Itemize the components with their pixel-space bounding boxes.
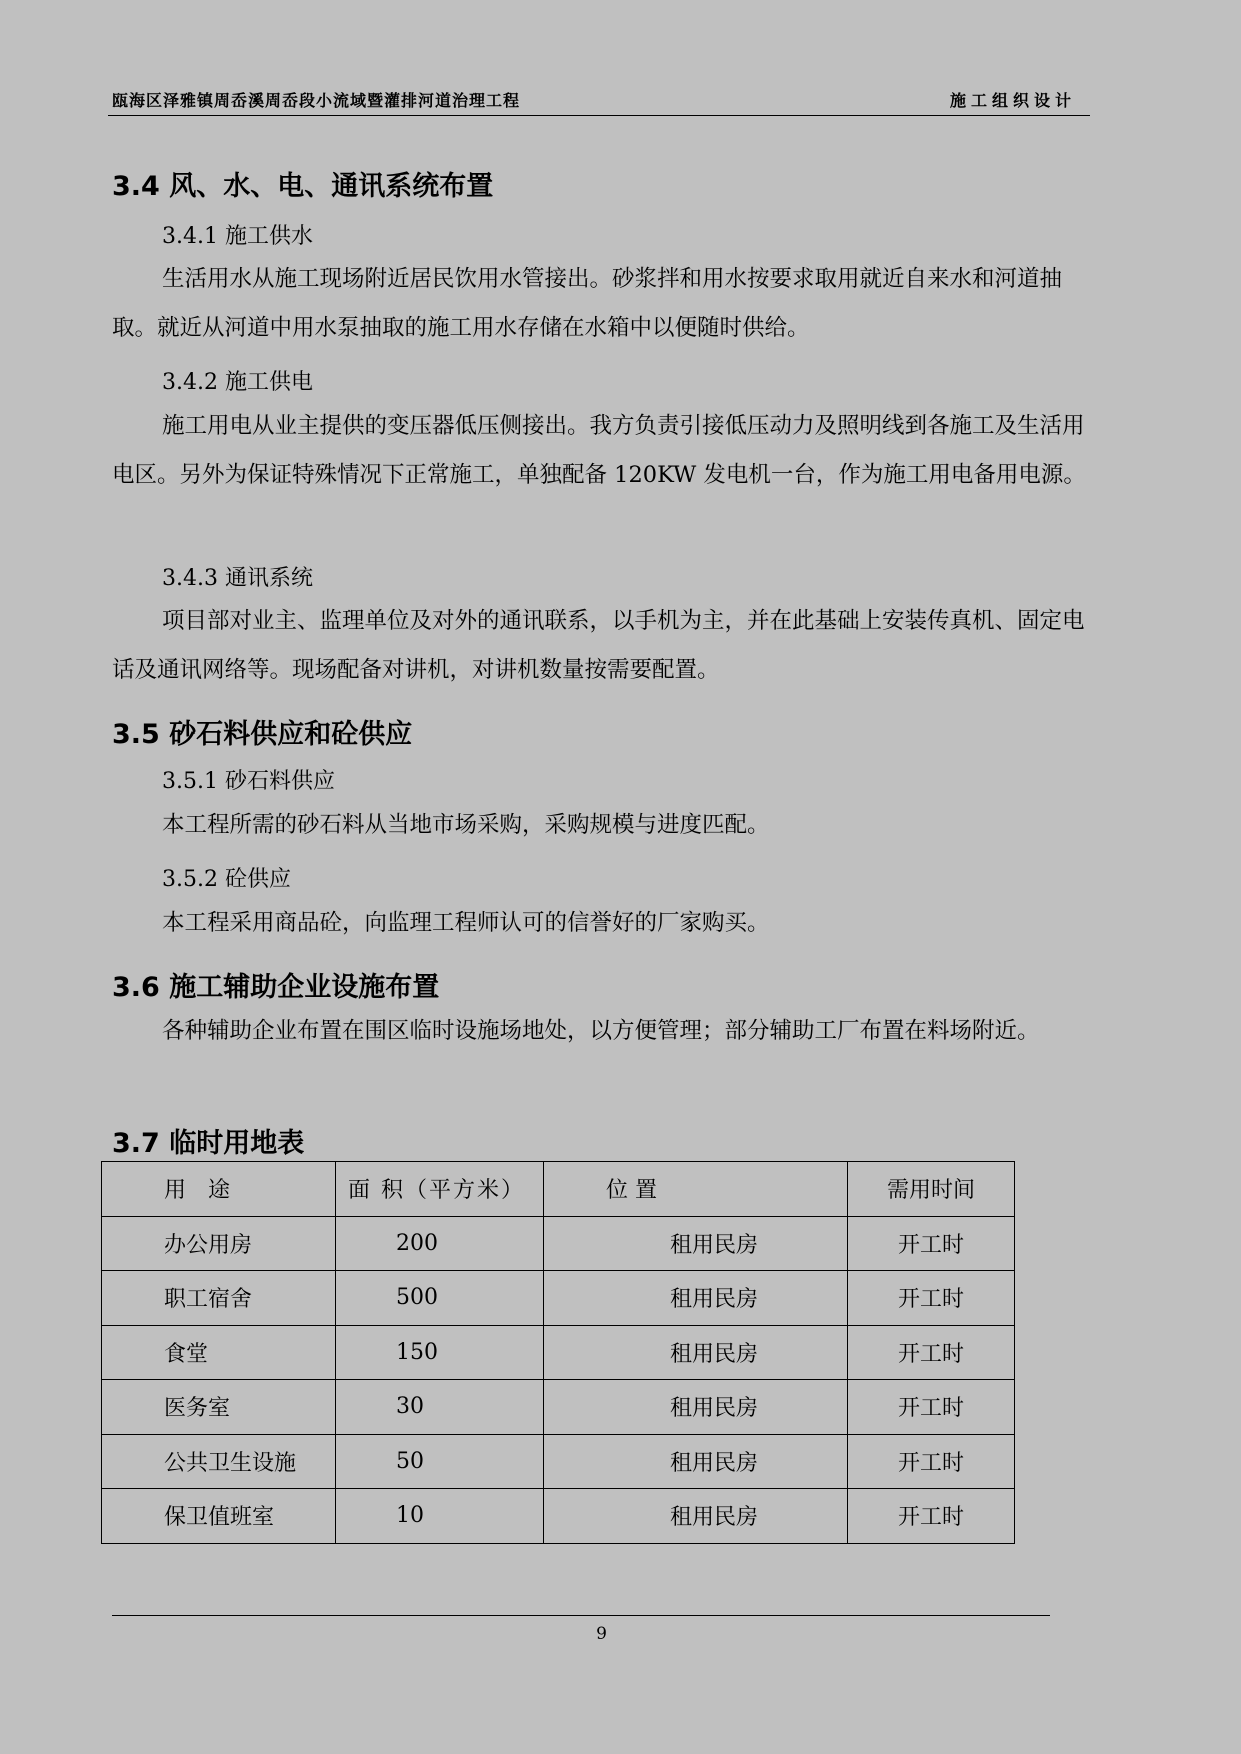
table-cell: 租用民房 (544, 1380, 848, 1435)
table-cell: 医务室 (102, 1380, 336, 1435)
subsection-3-4-3-heading: 3.4.3 通讯系统 (162, 566, 313, 591)
table-row (102, 1380, 1015, 1435)
section-3-4-heading: 3.4 风、水、电、通讯系统布置 (112, 171, 494, 202)
page-number: 9 (596, 1624, 607, 1644)
table-cell: 租用民房 (544, 1216, 848, 1271)
table-cell: 200 (336, 1216, 544, 1271)
table-cell: 500 (336, 1271, 544, 1326)
table-cell: 租用民房 (544, 1271, 848, 1326)
table-header-cell: 用 途 (102, 1162, 336, 1217)
table-header-cell: 需用时间 (848, 1162, 1015, 1217)
table-cell: 开工时 (848, 1216, 1015, 1271)
section-3-7-heading: 3.7 临时用地表 (112, 1128, 305, 1159)
table-cell: 租用民房 (544, 1489, 848, 1544)
paragraph-water-supply: 生活用水从施工现场附近居民饮用水管接出。砂浆拌和用水按要求取用就近自来水和河道抽取。就近从河道中用水泵抽取的施工用水存储在水箱中以便随时供给。 (112, 266, 1063, 341)
header-project-title: 瓯海区泽雅镇周岙溪周岙段小流域暨灌排河道治理工程 (112, 91, 521, 110)
table-row (102, 1325, 1015, 1380)
header-doc-type: 施工组织设计 (949, 91, 1076, 110)
table-header-row (102, 1162, 1015, 1217)
subsection-3-4-1-heading: 3.4.1 施工供水 (162, 224, 313, 249)
table-cell: 30 (336, 1380, 544, 1435)
table-cell: 开工时 (848, 1380, 1015, 1435)
subsection-3-4-2-heading: 3.4.2 施工供电 (162, 370, 313, 395)
footer-rule (112, 1615, 1050, 1616)
section-3-5-heading: 3.5 砂石料供应和砼供应 (112, 719, 413, 750)
table-cell: 职工宿舍 (102, 1271, 336, 1326)
paragraph-concrete-supply: 本工程采用商品砼，向监理工程师认可的信誉好的厂家购买。 (162, 910, 770, 936)
table-cell: 公共卫生设施 (102, 1434, 336, 1489)
table-cell: 开工时 (848, 1489, 1015, 1544)
paragraph-communication: 项目部对业主、监理单位及对外的通讯联系，以手机为主，并在此基础上安装传真机、固定电话及通讯网络等。现场配备对讲机，对讲机数量按需要配置。 (112, 608, 1085, 683)
paragraph-power-supply: 施工用电从业主提供的变压器低压侧接出。我方负责引接低压动力及照明线到各施工及生活用电区。另外为保证特殊情况下正常施工，单独配备 120KW 发电机一台，作为施工用电备用电源。 (112, 413, 1086, 488)
table-row (102, 1216, 1015, 1271)
table-cell: 开工时 (848, 1271, 1015, 1326)
table-cell: 保卫值班室 (102, 1489, 336, 1544)
table-header-cell: 面 积（平方米） (336, 1162, 544, 1217)
table-cell: 50 (336, 1434, 544, 1489)
table-row (102, 1271, 1015, 1326)
subsection-3-5-2-heading: 3.5.2 砼供应 (162, 867, 291, 892)
table-row (102, 1434, 1015, 1489)
table-cell: 开工时 (848, 1325, 1015, 1380)
table-header-cell: 位 置 (544, 1162, 848, 1217)
section-3-6-heading: 3.6 施工辅助企业设施布置 (112, 972, 440, 1003)
header-rule (108, 115, 1090, 116)
table-cell: 租用民房 (544, 1325, 848, 1380)
table-cell: 开工时 (848, 1434, 1015, 1489)
table-row (102, 1489, 1015, 1544)
paragraph-aggregate-supply: 本工程所需的砂石料从当地市场采购，采购规模与进度匹配。 (162, 812, 770, 838)
table-cell: 办公用房 (102, 1216, 336, 1271)
table-cell: 150 (336, 1325, 544, 1380)
table-cell: 10 (336, 1489, 544, 1544)
table-cell: 食堂 (102, 1325, 336, 1380)
table-cell: 租用民房 (544, 1434, 848, 1489)
subsection-3-5-1-heading: 3.5.1 砂石料供应 (162, 769, 335, 794)
paragraph-auxiliary-facilities: 各种辅助企业布置在围区临时设施场地处，以方便管理；部分辅助工厂布置在料场附近。 (162, 1018, 1040, 1044)
temporary-land-table (101, 1161, 1015, 1544)
